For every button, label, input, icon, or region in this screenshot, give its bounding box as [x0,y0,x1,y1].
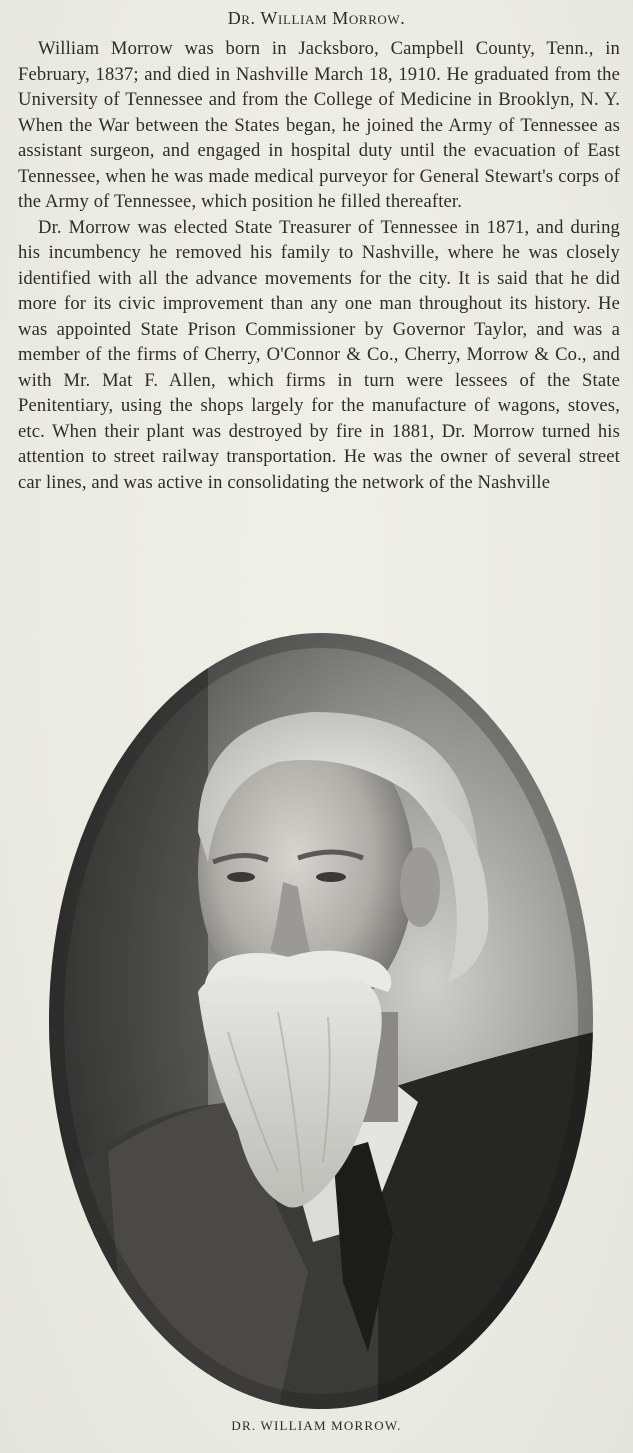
portrait-photo [48,632,594,1410]
paragraph-1: William Morrow was born in Jacksboro, Campbell County, Tenn., in February, 1837; and died in Nashville March 18, 1910. He graduated from the University of Tennessee and from the College of Medicine in Brooklyn, N. Y. When the War between the States began, he joined the Army of Tennessee as assistant surgeon, and engaged in hospital duty until the evacuation of East Tennessee, when he was made medical purveyor for General Stewart's corps of the Army of Tennessee, which position he filled thereafter. [18,38,620,212]
paragraph-2: Dr. Morrow was elected State Treasurer of Tennessee in 1871, and during his incumbency he removed his family to Nashville, where he was closely identified with all the advance movements for the city. It is said that he did more for its civic improvement than any one man throughout its history. He was appointed State Prison Commissioner by Governor Taylor, and was a member of the firms of Cherry, O'Connor & Co., Cherry, Morrow & Co., and with Mr. Mat F. Allen, which firms in turn were lessees of the State Penitentiary, using the shops largely for the manufacture of wagons, stoves, etc. When their plant was destroyed by fire in 1881, Dr. Morrow turned his attention to street railway transportation. He was the owner of several street car lines, and was active in consolidating the network of the Nashville [18,216,620,493]
biography-text [18,36,620,495]
photo-caption: DR. WILLIAM MORROW. [231,1418,402,1433]
page-heading: Dr. William Morrow. [227,8,406,28]
